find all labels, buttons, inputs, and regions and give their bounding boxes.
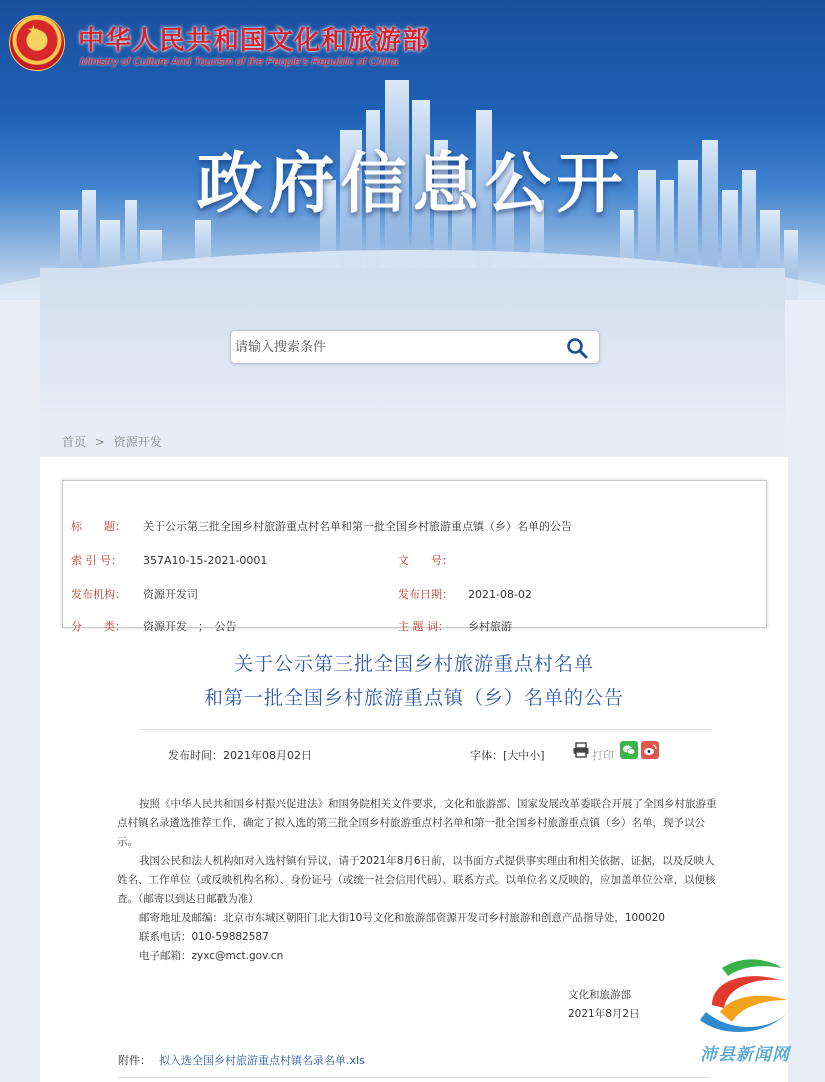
body-paragraph: 按照《中华人民共和国乡村振兴促进法》和国务院相关文件要求，文化和旅游部、国家发展改革委联合开展了全国乡村旅游重点村镇名录遴选推荐工作，确定了拟入选的第三批全国乡村旅游重点村名单和第一批全国乡村旅游重点镇（乡）名单，现予以公示。 bbox=[117, 798, 717, 848]
ministry-name-cn[interactable]: 中华人民共和国文化和旅游部 bbox=[78, 26, 430, 56]
watermark-logo-icon bbox=[692, 950, 792, 1040]
body-paragraph: 电子邮箱：zyxc@mct.gov.cn bbox=[139, 950, 284, 962]
signature-org: 文化和旅游部 bbox=[568, 989, 631, 1001]
national-emblem-icon: ★ bbox=[9, 15, 65, 71]
search-icon[interactable] bbox=[565, 336, 589, 360]
wechat-share-icon[interactable] bbox=[620, 741, 638, 759]
search-input[interactable] bbox=[231, 331, 551, 363]
print-label[interactable]: 打印 bbox=[592, 749, 614, 762]
banner-title: 政府信息公开 bbox=[196, 145, 629, 222]
weibo-share-icon[interactable] bbox=[641, 741, 659, 759]
search-box bbox=[230, 330, 600, 364]
meta-date-label: 发布日期： bbox=[398, 588, 453, 601]
body-paragraph: 我国公民和法人机构如对入选村镇有异议，请于2021年8月6日前，以书面方式提供事实理由和相关依据、证据，以及反映人姓名、工作单位（或反映机构名称）、身份证号（或统一社会信用代码）、联系方式。以单位名义反映的，应加盖单位公章，以便核查。（邮寄以到达日邮戳为准） bbox=[117, 855, 716, 905]
font-size-selector[interactable]: 字体：[大中小] bbox=[470, 749, 545, 762]
attachment-row bbox=[118, 1052, 365, 1068]
footer-divider bbox=[118, 1077, 710, 1078]
article-title-line1: 关于公示第三批全国乡村旅游重点村名单 bbox=[233, 653, 594, 675]
title-divider bbox=[140, 729, 712, 730]
meta-subject-value: 乡村旅游 bbox=[468, 620, 512, 633]
signature-date: 2021年8月2日 bbox=[568, 1008, 640, 1020]
meta-index-value: 357A10-15-2021-0001 bbox=[143, 554, 268, 567]
meta-index-label: 索 引 号： bbox=[71, 554, 122, 567]
attachment-link[interactable]: 拟入选全国乡村旅游重点村镇名录名单.xls bbox=[159, 1054, 365, 1067]
attachment-label: 附件： bbox=[118, 1054, 151, 1067]
watermark-text: 沛县新闻网 bbox=[700, 1045, 790, 1065]
body-paragraph: 联系电话：010-59882587 bbox=[139, 931, 269, 943]
breadcrumb-separator: > bbox=[94, 435, 105, 449]
meta-publisher-value: 资源开发司 bbox=[143, 588, 198, 601]
metadata-table bbox=[62, 480, 767, 633]
article-card bbox=[40, 457, 788, 1082]
header-banner bbox=[0, 0, 825, 300]
breadcrumb-current[interactable]: 资源开发 bbox=[113, 435, 162, 449]
meta-date-value: 2021-08-02 bbox=[468, 588, 532, 601]
breadcrumb bbox=[62, 433, 162, 450]
ministry-name-en: Ministry of Culture And Tourism of the People’s Republic of China bbox=[80, 56, 399, 68]
meta-publisher-label: 发布机构： bbox=[71, 588, 126, 601]
meta-subject-label: 主 题 词： bbox=[398, 620, 449, 633]
body-paragraph: 邮寄地址及邮编：北京市东城区朝阳门北大街10号文化和旅游部资源开发司乡村旅游和创意产品指导处，100020 bbox=[139, 912, 665, 924]
breadcrumb-home[interactable]: 首页 bbox=[62, 435, 87, 449]
publish-time: 发布时间：2021年08月02日 bbox=[168, 749, 312, 762]
article-title-line2: 和第一批全国乡村旅游重点镇（乡）名单的公告 bbox=[203, 687, 624, 709]
article-body bbox=[117, 795, 717, 966]
meta-title-label: 标 题： bbox=[71, 520, 126, 533]
meta-title-value: 关于公示第三批全国乡村旅游重点村名单和第一批全国乡村旅游重点镇（乡）名单的公告 bbox=[143, 520, 572, 533]
meta-docno-label: 文 号： bbox=[398, 554, 453, 567]
meta-category-value: 资源开发 ； 公告 bbox=[143, 620, 237, 633]
meta-category-label: 分 类： bbox=[71, 620, 126, 633]
print-icon[interactable] bbox=[572, 741, 590, 759]
